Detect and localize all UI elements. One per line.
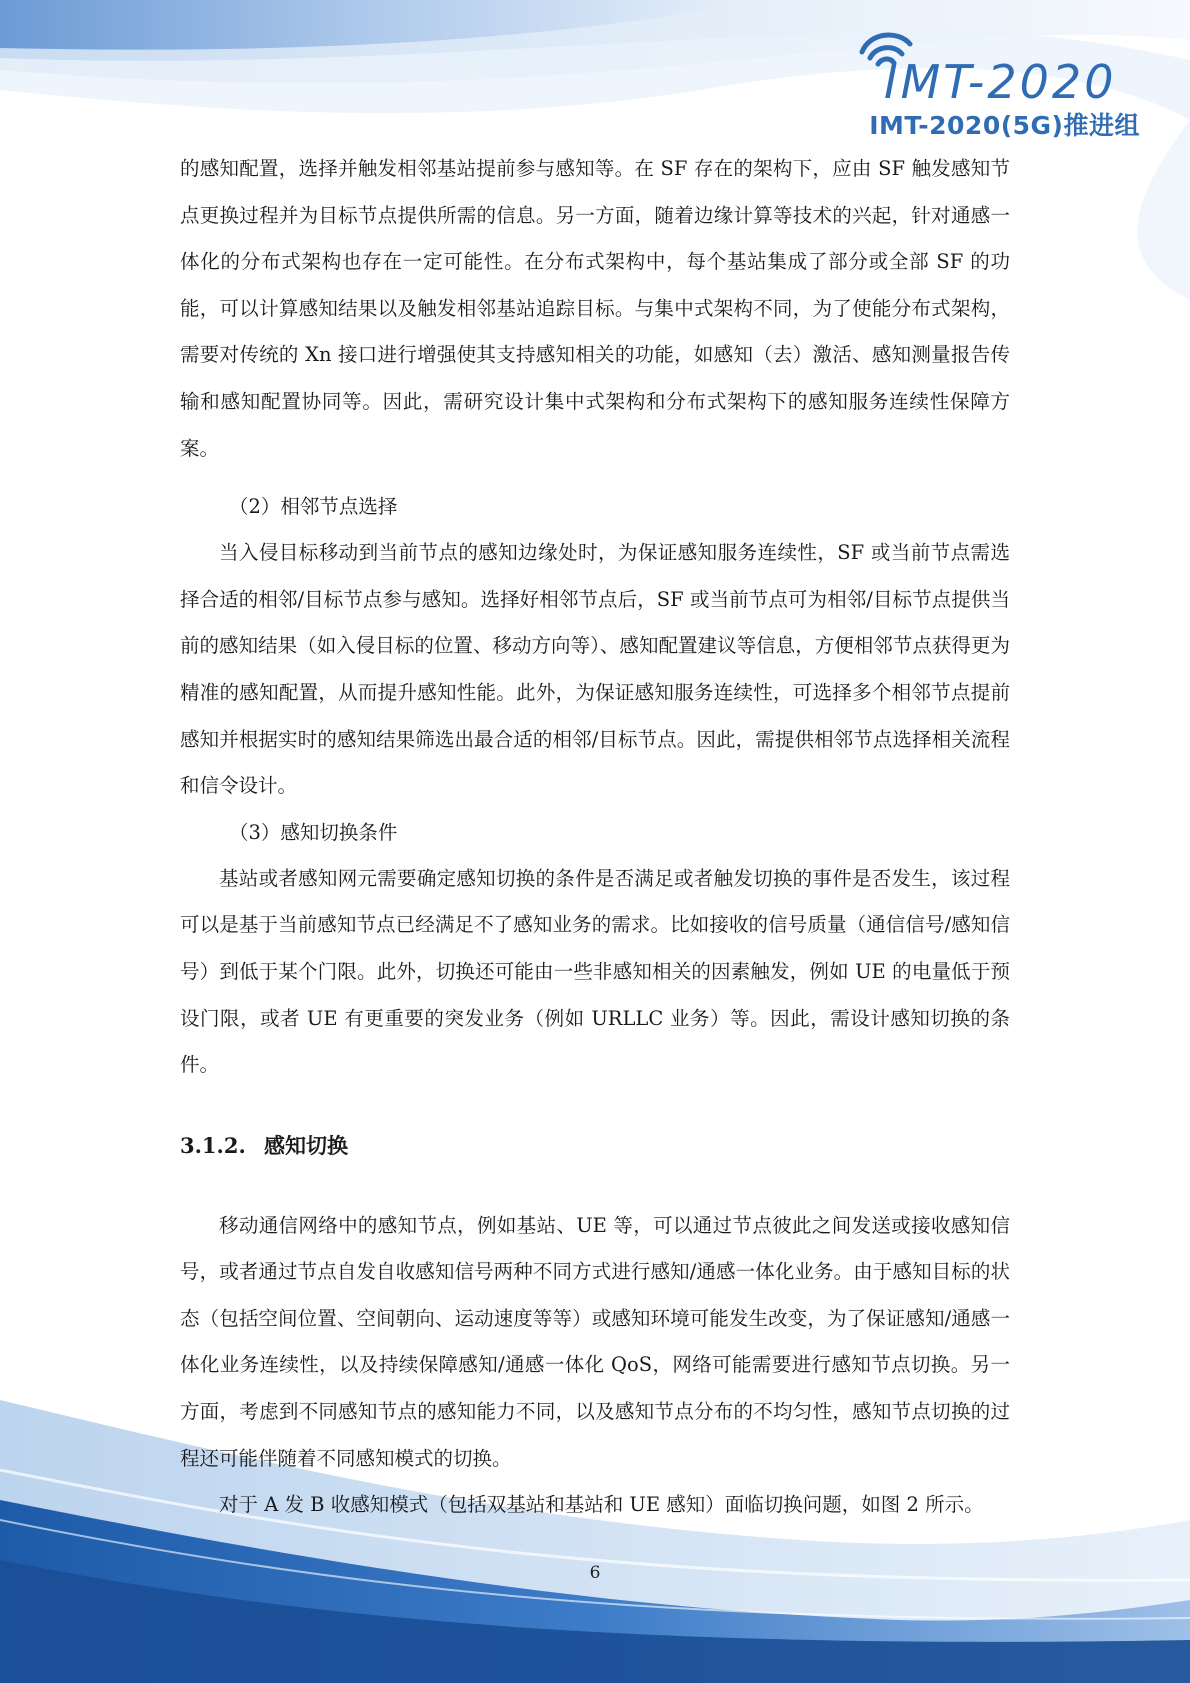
imt2020-logo-mark: [840, 22, 1140, 102]
section-number: 3.1.2.: [180, 1132, 246, 1158]
logo-text: IMT-2020(5G)推进组: [869, 111, 1140, 140]
paragraph-sensing-switch: 移动通信网络中的感知节点，例如基站、UE 等，可以通过节点彼此之间发送或接收感知信号，或者通过节点自发自收感知信号两种不同方式进行感知/通感一体化业务。由于感知目标的状态（包括空间位置、空间朝向、运动速度等等）或感知环境可能发生改变，为了保证感知/通感一体化业务连续性，以及持续保障感知/通感一体化 QoS，网络可能需要进行感知节点切换。另一方面，考虑到不同感知节点的感知能力不同，以及感知节点分布的不均匀性，感知节点切换的过程还可能伴随着不同感知模式的切换。: [180, 1213, 1010, 1470]
subheading-switch-condition: （3）感知切换条件: [229, 820, 398, 844]
subheading-neighbor-selection: （2）相邻节点选择: [229, 495, 398, 519]
section-heading: [180, 1129, 1010, 1163]
section-title: 感知切换: [264, 1132, 348, 1158]
header-logo: [840, 22, 1140, 142]
paragraph-a-send-b-receive: 对于 A 发 B 收感知模式（包括双基站和基站和 UE 感知）面临切换问题，如图 2 所示。: [219, 1493, 984, 1517]
paragraph-neighbor-selection: 当入侵目标移动到当前节点的感知边缘处时，为保证感知服务连续性，SF 或当前节点需选择合适的相邻/目标节点参与感知。选择好相邻节点后，SF 或当前节点可为相邻/目标节点提供当前的感知结果（如入侵目标的位置、移动方向等）、感知配置建议等信息，方便相邻节点获得更为精准的感知配置，从而提升感知性能。此外，为保证感知服务连续性，可选择多个相邻节点提前感知并根据实时的感知结果筛选出最合适的相邻/目标节点。因此，需提供相邻节点选择相关流程和信令设计。: [180, 541, 1010, 798]
paragraph-switch-condition: 基站或者感知网元需要确定感知切换的条件是否满足或者触发切换的事件是否发生，该过程可以是基于当前感知节点已经满足不了感知业务的需求。比如接收的信号质量（通信信号/感知信号）到低于某个门限。此外，切换还可能由一些非感知相关的因素触发，例如 UE 的电量低于预设门限，或者 UE 有更重要的突发业务（例如 URLLC 业务）等。因此，需设计感知切换的条件。: [180, 866, 1010, 1077]
paragraph-architecture: 的感知配置，选择并触发相邻基站提前参与感知等。在 SF 存在的架构下，应由 SF 触发感知节点更换过程并为目标节点提供所需的信息。另一方面，随着边缘计算等技术的兴起，针对通感一体化的分布式架构也存在一定可能性。在分布式架构中，每个基站集成了部分或全部 SF 的功能，可以计算感知结果以及触发相邻基站追踪目标。与集中式架构不同，为了使能分布式架构，需要对传统的 Xn 接口进行增强使其支持感知相关的功能，如感知（去）激活、感知测量报告传输和感知配置协同等。因此，需研究设计集中式架构和分布式架构下的感知服务连续性保障方案。: [180, 157, 1010, 460]
page-number: 6: [589, 1563, 601, 1583]
logo-mark-text: IMT-2020: [884, 55, 1117, 102]
document-body: [180, 146, 1010, 1529]
